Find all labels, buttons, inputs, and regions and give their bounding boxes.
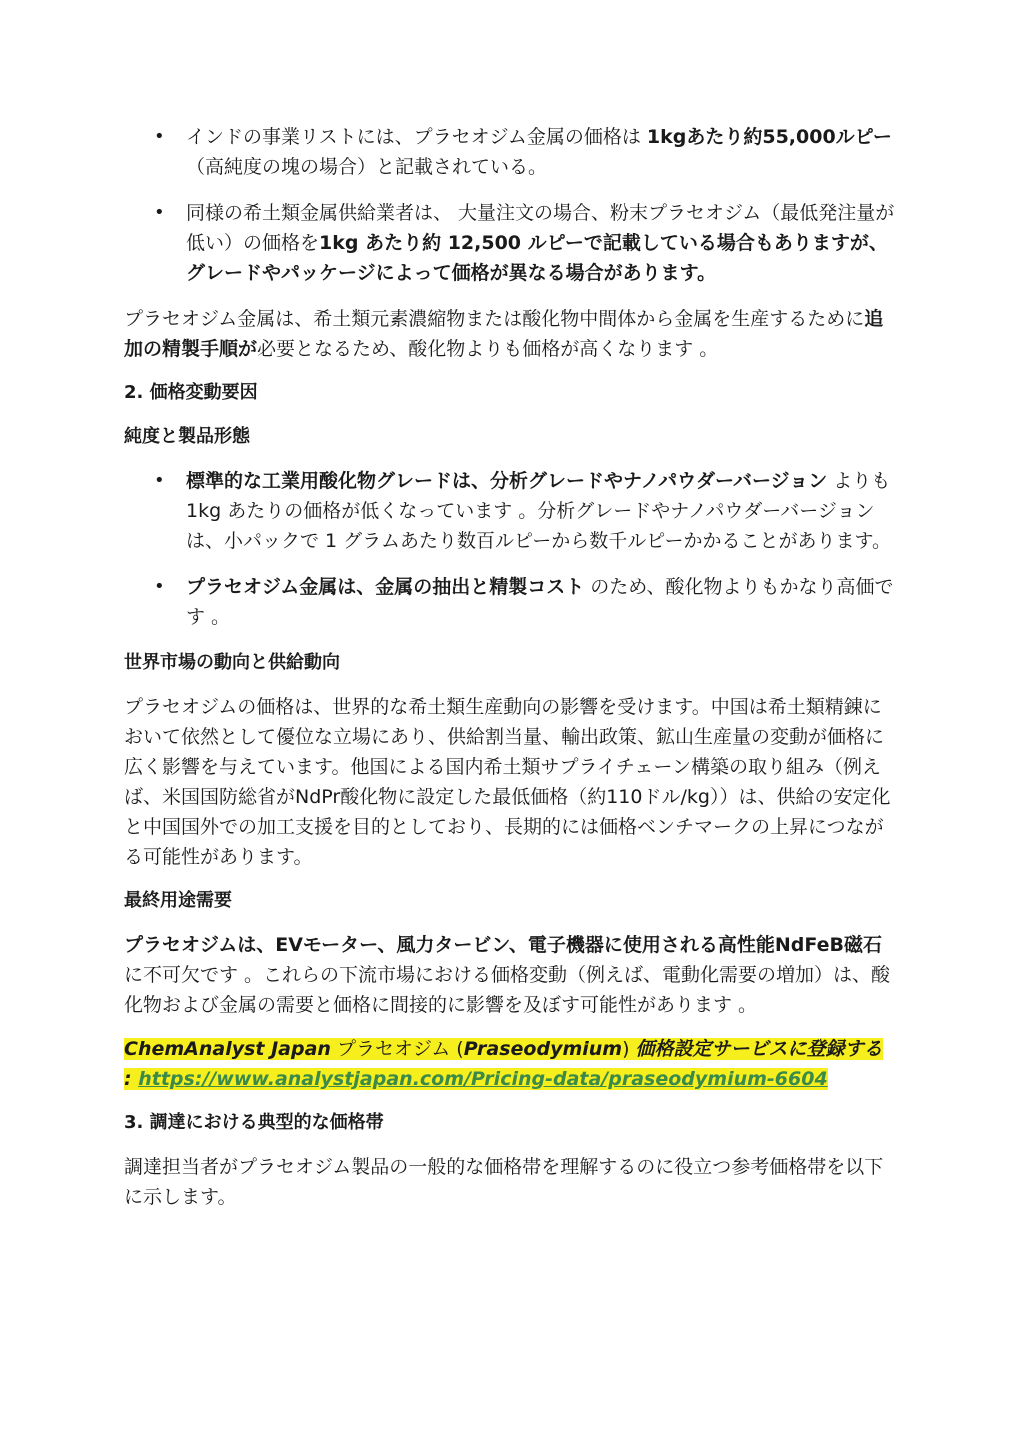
pricing-link[interactable]: https://www.analystjapan.com/Pricing-data/praseodymium-6604 <box>138 1068 828 1090</box>
section-heading: 3. 調達における典型的な価格帯 <box>124 1112 384 1133</box>
promo-term: Praseodymium <box>463 1038 623 1060</box>
paragraph: プラセオジムは、EVモーター、風力タービン、電子機器に使用される高性能NdFeB磁石に不可欠です 。これらの下流市場における価格変動（例えば、電動化需要の増加）は、酸化物および金属の需要と価格に間接的に影響を及ぼす可能性があります 。 <box>124 934 891 1016</box>
paragraph: プラセオジムの価格は、世界的な希土類生産動向の影響を受けます。中国は希土類精錬において依然として優位な立場にあり、供給割当量、輸出政策、鉱山生産量の変動が価格に広く影響を与えています。他国による国内希土類サプライチェーン構築の取り組み（例えば、米国国防総省がNdPr酸化物に設定した最低価格（約110ドル/kg））は、供給の安定化と中国国外での加工支援を目的としており、長期的には価格ベンチマークの上昇につながる可能性があります。 <box>124 696 891 868</box>
section-heading: 2. 価格変動要因 <box>124 382 258 403</box>
subheading: 世界市場の動向と供給動向 <box>124 652 340 673</box>
promo-text: ) <box>622 1038 636 1060</box>
list-item: • インドの事業リストには、プラセオジム金属の価格は 1kgあたり約55,000ルピー （高純度の塊の場合）と記載されている。 <box>124 122 898 182</box>
list-item: • 標準的な工業用酸化物グレードは、分析グレードやナノパウダーバージョン よりも 1kg あたりの価格が低くなっています 。分析グレードやナノパウダーバージョンは、小パックで 1 グラムあたり数百ルピーから数千ルピーかかることがあります。 <box>124 466 898 556</box>
paragraph: 調達担当者がプラセオジム製品の一般的な価格帯を理解するのに役立つ参考価格帯を以下に示します。 <box>124 1156 884 1208</box>
list-item: • 同様の希土類金属供給業者は、 大量注文の場合、粉末プラセオジム（最低発注量が低い）の価格を1kg あたり約 12,500 ルピーで記載している場合もありますが、グレードやパッケージによって価格が異なる場合があります。 <box>124 198 898 288</box>
promo-banner <box>124 1034 898 1094</box>
promo-separator: : <box>124 1068 139 1090</box>
subheading: 最終用途需要 <box>124 890 232 911</box>
price-bullet-list <box>124 122 898 288</box>
purity-bullet-list <box>124 466 898 632</box>
promo-text: プラセオジム ( <box>330 1038 464 1060</box>
list-item: • プラセオジム金属は、金属の抽出と精製コスト のため、酸化物よりもかなり高価です 。 <box>124 572 898 632</box>
promo-cta: 価格設定サービスに登録する <box>635 1038 883 1060</box>
promo-brand: ChemAnalyst Japan <box>124 1038 331 1060</box>
paragraph: プラセオジム金属は、希土類元素濃縮物または酸化物中間体から金属を生産するために追加の精製手順が必要となるため、酸化物よりも価格が高くなります 。 <box>124 308 884 360</box>
subheading: 純度と製品形態 <box>124 426 250 447</box>
page-content <box>124 122 898 1226</box>
